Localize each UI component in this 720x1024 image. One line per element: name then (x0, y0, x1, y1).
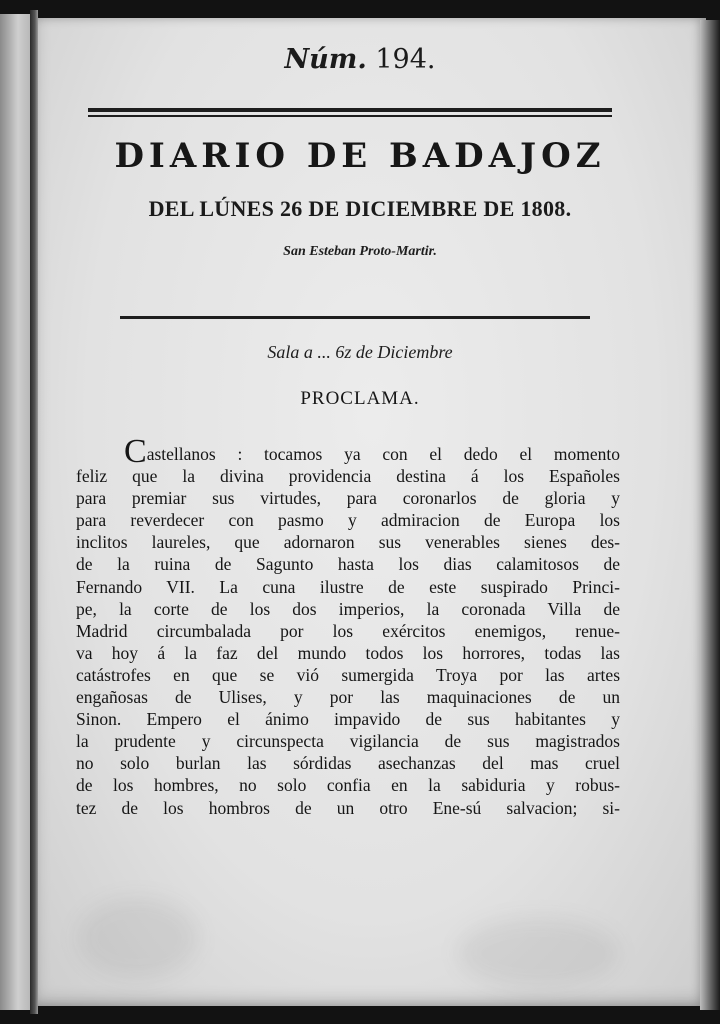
article-line: de la ruina de Sagunto hasta los dias calamitosos de (76, 554, 620, 575)
article-line: inclitos laureles, que adornaron sus venerables sienes des- (76, 532, 620, 553)
issue-prefix: Núm. (284, 44, 367, 75)
article-line: no solo burlan las sórdidas asechanzas del mas cruel (76, 753, 620, 774)
article-line: la prudente y circunspecta vigilancia de sus magistrados (76, 731, 620, 752)
newspaper-title: DIARIO DE BADAJOZ (114, 136, 606, 176)
article-line: de los hombres, no solo confia en la sabiduria y robus- (76, 775, 620, 796)
article-line: Castellanos : tocamos ya con el dedo el momento (124, 433, 620, 470)
issue-value: 194. (375, 44, 436, 75)
article-line: para reverdecer con pasmo y admiracion de Europa los (76, 510, 620, 531)
article-line: Sinon. Empero el ánimo impavido de sus habitantes y (76, 709, 620, 730)
drop-capital: C (124, 433, 147, 470)
article-line: pe, la corte de los dos imperios, la coronada Villa de (76, 598, 620, 619)
article-line: va hoy á la faz del mundo todos los horrores, todas las (76, 642, 620, 663)
article-line: feliz que la divina providencia destina á los Españoles (76, 466, 620, 487)
issue-date: DEL LÚNES 26 DE DICIEMBRE DE 1808. (148, 196, 572, 221)
article-line: Madrid circumbalada por los exércitos enemigos, renue- (76, 620, 620, 641)
article-line: para premiar sus virtudes, para coronarlos de gloria y (76, 488, 620, 509)
paper-stain (458, 918, 618, 988)
section-rule (120, 316, 590, 319)
article-line: engañosas de Ulises, y por las maquinaciones de un (76, 687, 620, 708)
double-rule (88, 108, 612, 117)
article-heading: PROCLAMA. (300, 388, 420, 409)
article-line: catástrofes en que se vió sumergida Troya por las artes (76, 664, 620, 685)
article-line: Fernando VII. La cuna ilustre de este suspirado Princi- (76, 576, 620, 597)
paper-stain (78, 898, 198, 978)
saint-of-day: San Esteban Proto-Martir. (283, 244, 437, 259)
article-line: tez de los hombros de un otro Ene-sú salvacion; si- (76, 797, 620, 818)
issue-number (0, 44, 720, 75)
article-body (76, 433, 620, 819)
article-dateline: Sala a ... 6z de Diciembre (267, 342, 453, 362)
